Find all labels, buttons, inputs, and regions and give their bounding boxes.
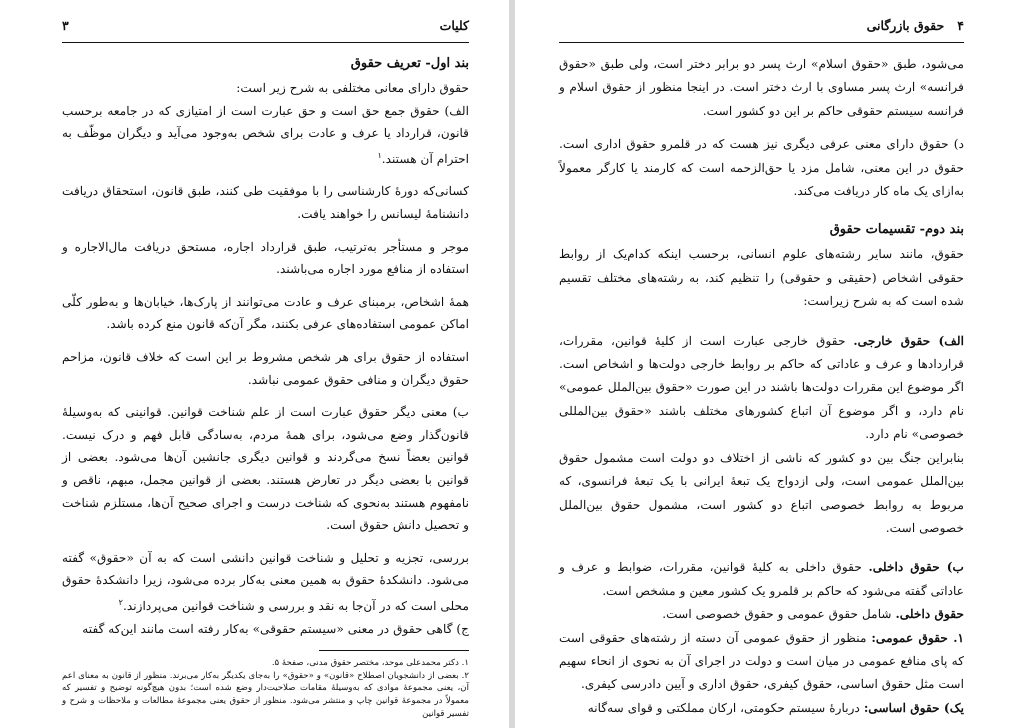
paragraph-internal-law-2 (559, 603, 964, 626)
paragraph-public-law (559, 627, 964, 697)
paragraph-be: ب) معنی دیگر حقوق عبارت است از علم شناخت قوانین. قوانینی که به‌وسیلهٔ قانون‌گذار وضع می‌شود، برای همهٔ مردم، به‌سادگی قابل فهم و درک نیست. قوانین بعضاً نسخ می‌گردند و قوانین دیگری جانشین آن‌ها می‌شود. بعضی از قوانین با بعضی دیگر در تعارض هستند. بعضی از قوانین مجمل، مبهم، ناقص و نامفهوم هستند به‌نحوی که شناخت درست و اجرای صحیح آن‌ها، مستلزم شناخت و تحصیل دانش حقوق است. (62, 405, 469, 533)
paragraph-external-law (559, 330, 964, 447)
internal-law-text-2: شامل حقوق عمومی و حقوق خصوصی است. (662, 607, 892, 622)
external-law-text: حقوق خارجی عبارت است از کلیهٔ قوانین، مقررات، قراردادها و عرف و عاداتی که حاکم بر روابط خارجی دولت‌ها و اشخاص است. اگر موضوع این مقررات دولت‌ها باشند در این صورت «حقوق بین‌الملل عمومی» نام دارد، و اگر موضوع آن اتباع کشورهای مختلف باشند «حقوق بین‌المللی خصوصی» نام دارد. (559, 333, 964, 442)
example-paragraph-1: کسانی‌که دورهٔ کارشناسی را با موفقیت طی کنند، طبق قانون، استحقاق دریافت دانشنامهٔ لیسانس را خواهند یافت. (62, 184, 469, 222)
example-paragraph-4: استفاده از حقوق برای هر شخص مشروط بر این است که خلاف قانون، مزاحم حقوق دیگران و منافی حقوق عمومی نباشد. (62, 350, 469, 387)
constitutional-law-title: یک) حقوق اساسی: (863, 700, 964, 715)
paragraph-jim: ج) گاهی حقوق در معنی «سیستم حقوقی» به‌کار رفته است مانند این‌که گفته (82, 621, 469, 636)
left-head-rule (62, 42, 469, 43)
intro-paragraph: حقوق دارای معانی مختلفی به شرح زیر است: (236, 81, 469, 95)
external-law-title: الف) حقوق خارجی. (853, 333, 964, 348)
left-running-head (62, 12, 469, 38)
section-title-definition: بند اول- تعریف حقوق (350, 56, 469, 71)
paragraph-alef-text: الف) حقوق جمع حق است و حق عبارت است از امتیازی که در جامعه برحسب قانون، قرارداد یا عرف و عادت برای شخص به‌وجود می‌آید و دیگران موظّف به احترام آن هستند. (62, 103, 469, 166)
paragraph-alef (62, 100, 469, 171)
right-running-head-text: حقوق بازرگانی (866, 17, 945, 33)
footnote-ref-1: ۱ (377, 150, 382, 160)
footnote-rule (319, 650, 469, 651)
paragraph-internal-law (559, 556, 964, 603)
example-paragraph-2: موجر و مستأجر به‌ترتیب، طبق قرارداد اجاره، مستحق دریافت مال‌الاجاره و استفاده از منافع مورد اجاره می‌باشند. (62, 239, 469, 277)
left-running-head-title: کلیات (439, 17, 469, 33)
paragraph-be-2 (62, 547, 469, 618)
paragraph-external-law-2: بنابراین جنگ بین دو کشور که ناشی از اختلاف دو دولت است مشمول حقوق بین‌الملل عمومی است، ولی ازدواج یک تبعهٔ ایرانی با یک تبعهٔ فرانسوی، که مربوط به روابط خصوصی اتباع دو کشور است، مشمول حقوق بین‌الملل خصوصی است. (559, 450, 964, 535)
paragraph-be-2-text: بررسی، تجزیه و تحلیل و شناخت قوانین دانشی است که به آن «حقوق» گفته می‌شود. دانشکدهٔ حقوق به همین معنی به‌کار برده می‌شود، زیرا دانشکدهٔ حقوق محلی است که در آن‌جا به نقد و بررسی و شناخت قوانین می‌پردازند. (62, 550, 469, 613)
internal-law-title-2: حقوق داخلی. (895, 607, 964, 622)
public-law-title: ۱. حقوق عمومی: (871, 630, 965, 645)
section-title-divisions: بند دوم- تقسیمات حقوق (829, 222, 964, 238)
constitutional-law-text: دربارهٔ سیستم حکومتی، ارکان مملکتی و قوای سه‌گانه (587, 700, 860, 715)
footnotes (62, 657, 469, 720)
divisions-intro: حقوق، مانند سایر رشته‌های علوم انسانی، برحسب اینکه کدام‌یک از روابط حقوقی اشخاص (حقیقی و حقوقی) را تنظیم کند، به رشته‌های مختلف تقسیم شده است که به شرح زیراست: (559, 247, 964, 309)
right-page-number: ۴ (957, 17, 964, 33)
right-running-head-title (867, 18, 964, 33)
paragraph-dal: د) حقوق دارای معنی عرفی دیگری نیز هست که در قلمرو حقوق اداری است. حقوق در این معنی، شامل مزد یا حق‌الزحمه است که کارمند یا کارگر معمولاً به‌ازای یک ماه کار دریافت می‌کند. (559, 137, 964, 199)
footnote-ref-2: ۲ (118, 597, 123, 607)
left-page-number: ۳ (62, 17, 69, 33)
paragraph-constitutional-law (559, 697, 964, 720)
example-paragraph-3: همهٔ اشخاص، برمبنای عرف و عادت می‌توانند از پارک‌ها، خیابان‌ها و به‌طور کلّی اماکن عمومی استفاده‌های عرفی بکنند، مگر آن‌که قانون منع کرده باشد. (62, 294, 469, 332)
left-page (0, 0, 509, 728)
right-head-rule (559, 42, 964, 43)
internal-law-text: حقوق داخلی به کلیهٔ قوانین، مقررات، ضوابط و عرف و عاداتی گفته می‌شود که حاکم بر قلمرو یک کشور معین و مشخص است. (559, 560, 964, 598)
right-page (515, 0, 1024, 728)
footnote-1: ۱. دکتر محمدعلی موحد، مختصر حقوق مدنی، صفحهٔ ۵. (271, 658, 469, 669)
footnote-2: ۲. بعضی از دانشجویان اصطلاح «قانون» و «حقوق» را به‌جای یکدیگر به‌کار می‌برند. منظور از قانون به معنای اعم آن، یعنی مجموعهٔ موادی که به‌وسیلهٔ مقامات صلاحیت‌دار وضع شده است؛ بدون هیچ‌گونه توضیح و تفسیر که معمولاً در مجموعهٔ قوانین چاپ و منتشر می‌شود. منظور از حقوق یعنی مجموعهٔ مطالعات و ملاحظات و شرح و تفسیر قوانین (62, 670, 469, 719)
continuation-paragraph: می‌شود، طبق «حقوق اسلام» ارث پسر دو برابر دختر است، ولی طبق «حقوق فرانسه» ارث پسر مساوی با ارث دختر است. در اینجا منظور از حقوق اسلام و فرانسه سیستم حقوقی حاکم بر این دو کشور است. (559, 57, 964, 118)
public-law-text: منظور از حقوق عمومی آن دسته از رشته‌های حقوقی است که پای منافع عمومی در میان است و دولت در اجرای آن به نحوی از انحاء سهیم است مثل حقوق اساسی، حقوق کیفری، حقوق اداری و آیین دادرسی کیفری. (559, 630, 964, 692)
internal-law-title: ب) حقوق داخلی. (868, 560, 964, 575)
right-running-head (559, 12, 964, 38)
